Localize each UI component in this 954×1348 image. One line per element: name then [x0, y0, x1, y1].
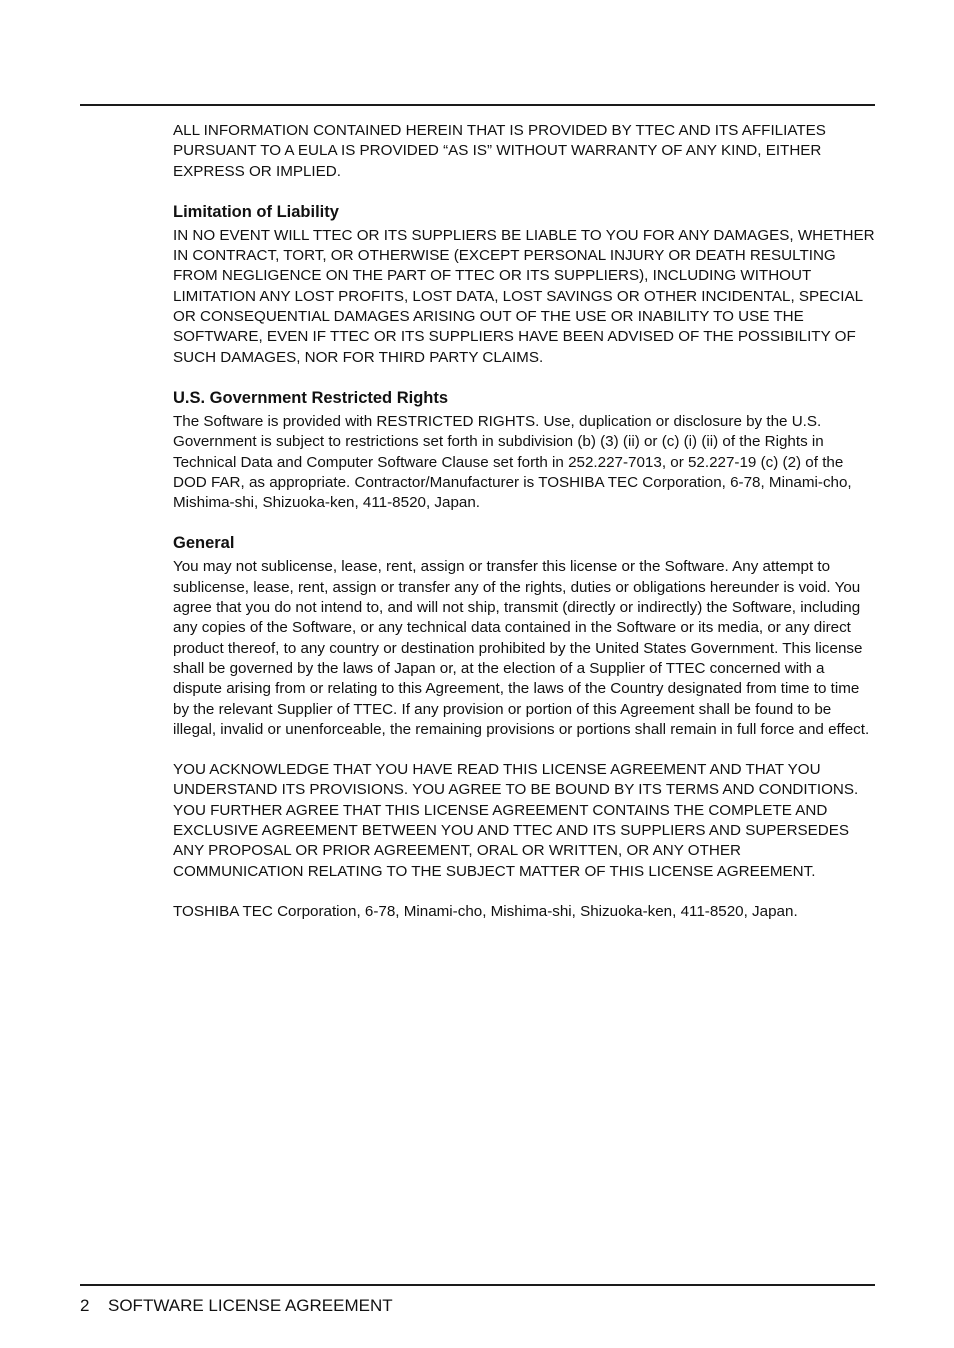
footer-rule — [80, 1284, 875, 1286]
section-body-general: You may not sublicense, lease, rent, assign or transfer this license or the Software. Any attempt to sublicense, lease, rent, assign or transfer any of the rights, duties or obligations hereunder is void. You agree that you do not intend to, and will not ship, transmit (directly or indirectly) the Software, including any copies of the Software, or any technical data contained in the Software or its media, or any direct product thereof, to any country or destination prohibited by the United States Government. This license shall be governed by the laws of Japan or, at the election of a Supplier of TTEC concerned with a dispute arising from or relating to this Agreement, the laws of the Country designated from time to time by the relevant Supplier of TTEC. If any provision or portion of this Agreement shall be found to be illegal, invalid or unenforceable, the remaining provisions or portions shall remain in full force and effect. — [173, 558, 870, 738]
section-heading-general: General — [173, 534, 235, 553]
footer-title: SOFTWARE LICENSE AGREEMENT — [108, 1296, 393, 1315]
section-body-liability: IN NO EVENT WILL TTEC OR ITS SUPPLIERS BE LIABLE TO YOU FOR ANY DAMAGES, WHETHER IN CONTRACT, TORT, OR OTHERWISE (EXCEPT PERSONAL INJURY OR DEATH RESULTING FROM NEGLIGENCE ON THE PART OF TTEC OR ITS SUPPLIERS), INCLUDING WITHOUT LIMITATION ANY LOST PROFITS, LOST DATA, LOST SAVINGS OR OTHER INCIDENTAL, SPECIAL OR CONSEQUENTIAL DAMAGES ARISING OUT OF THE USE OR INABILITY TO USE THE SOFTWARE, EVEN IF TTEC OR ITS SUPPLIERS HAVE BEEN ADVISED OF THE POSSIBILITY OF SUCH DAMAGES, NOR FOR THIRD PARTY CLAIMS. — [173, 226, 875, 366]
section-heading-liability: Limitation of Liability — [173, 202, 339, 221]
page-footer — [80, 1295, 393, 1317]
company-address: TOSHIBA TEC Corporation, 6-78, Minami-cho, Mishima-shi, Shizuoka-ken, 411-8520, Japan. — [173, 902, 798, 920]
license-body — [173, 121, 875, 922]
intro-paragraph: ALL INFORMATION CONTAINED HEREIN THAT IS PROVIDED BY TTEC AND ITS AFFILIATES PURSUANT TO A EULA IS PROVIDED “AS IS” WITHOUT WARRANTY OF ANY KIND, EITHER EXPRESS OR IMPLIED. — [173, 122, 826, 180]
section-heading-government-rights: U.S. Government Restricted Rights — [173, 388, 449, 407]
acknowledgement-paragraph: YOU ACKNOWLEDGE THAT YOU HAVE READ THIS LICENSE AGREEMENT AND THAT YOU UNDERSTAND ITS PROVISIONS. YOU AGREE TO BE BOUND BY ITS TERMS AND CONDITIONS. YOU FURTHER AGREE THAT THIS LICENSE AGREEMENT CONTAINS THE COMPLETE AND EXCLUSIVE AGREEMENT BETWEEN YOU AND TTEC AND ITS SUPPLIERS AND SUPERSEDES ANY PROPOSAL OR PRIOR AGREEMENT, ORAL OR WRITTEN, OR ANY OTHER COMMUNICATION RELATING TO THE SUBJECT MATTER OF THIS LICENSE AGREEMENT. — [173, 761, 859, 880]
page-number: 2 — [80, 1296, 90, 1315]
section-body-government-rights: The Software is provided with RESTRICTED RIGHTS. Use, duplication or disclosure by the U.S. Government is subject to restrictions set forth in subdivision (b) (3) (ii) or (c) (i) (ii) of the Rights in Technical Data and Computer Software Clause set forth in 252.227-7013, or 52.227-19 (c) (2) of the DOD FAR, as appropriate. Contractor/Manufacturer is TOSHIBA TEC Corporation, 6-78, Minami-cho, Mishima-shi, Shizuoka-ken, 411-8520, Japan. — [173, 412, 852, 512]
header-rule — [80, 104, 875, 106]
